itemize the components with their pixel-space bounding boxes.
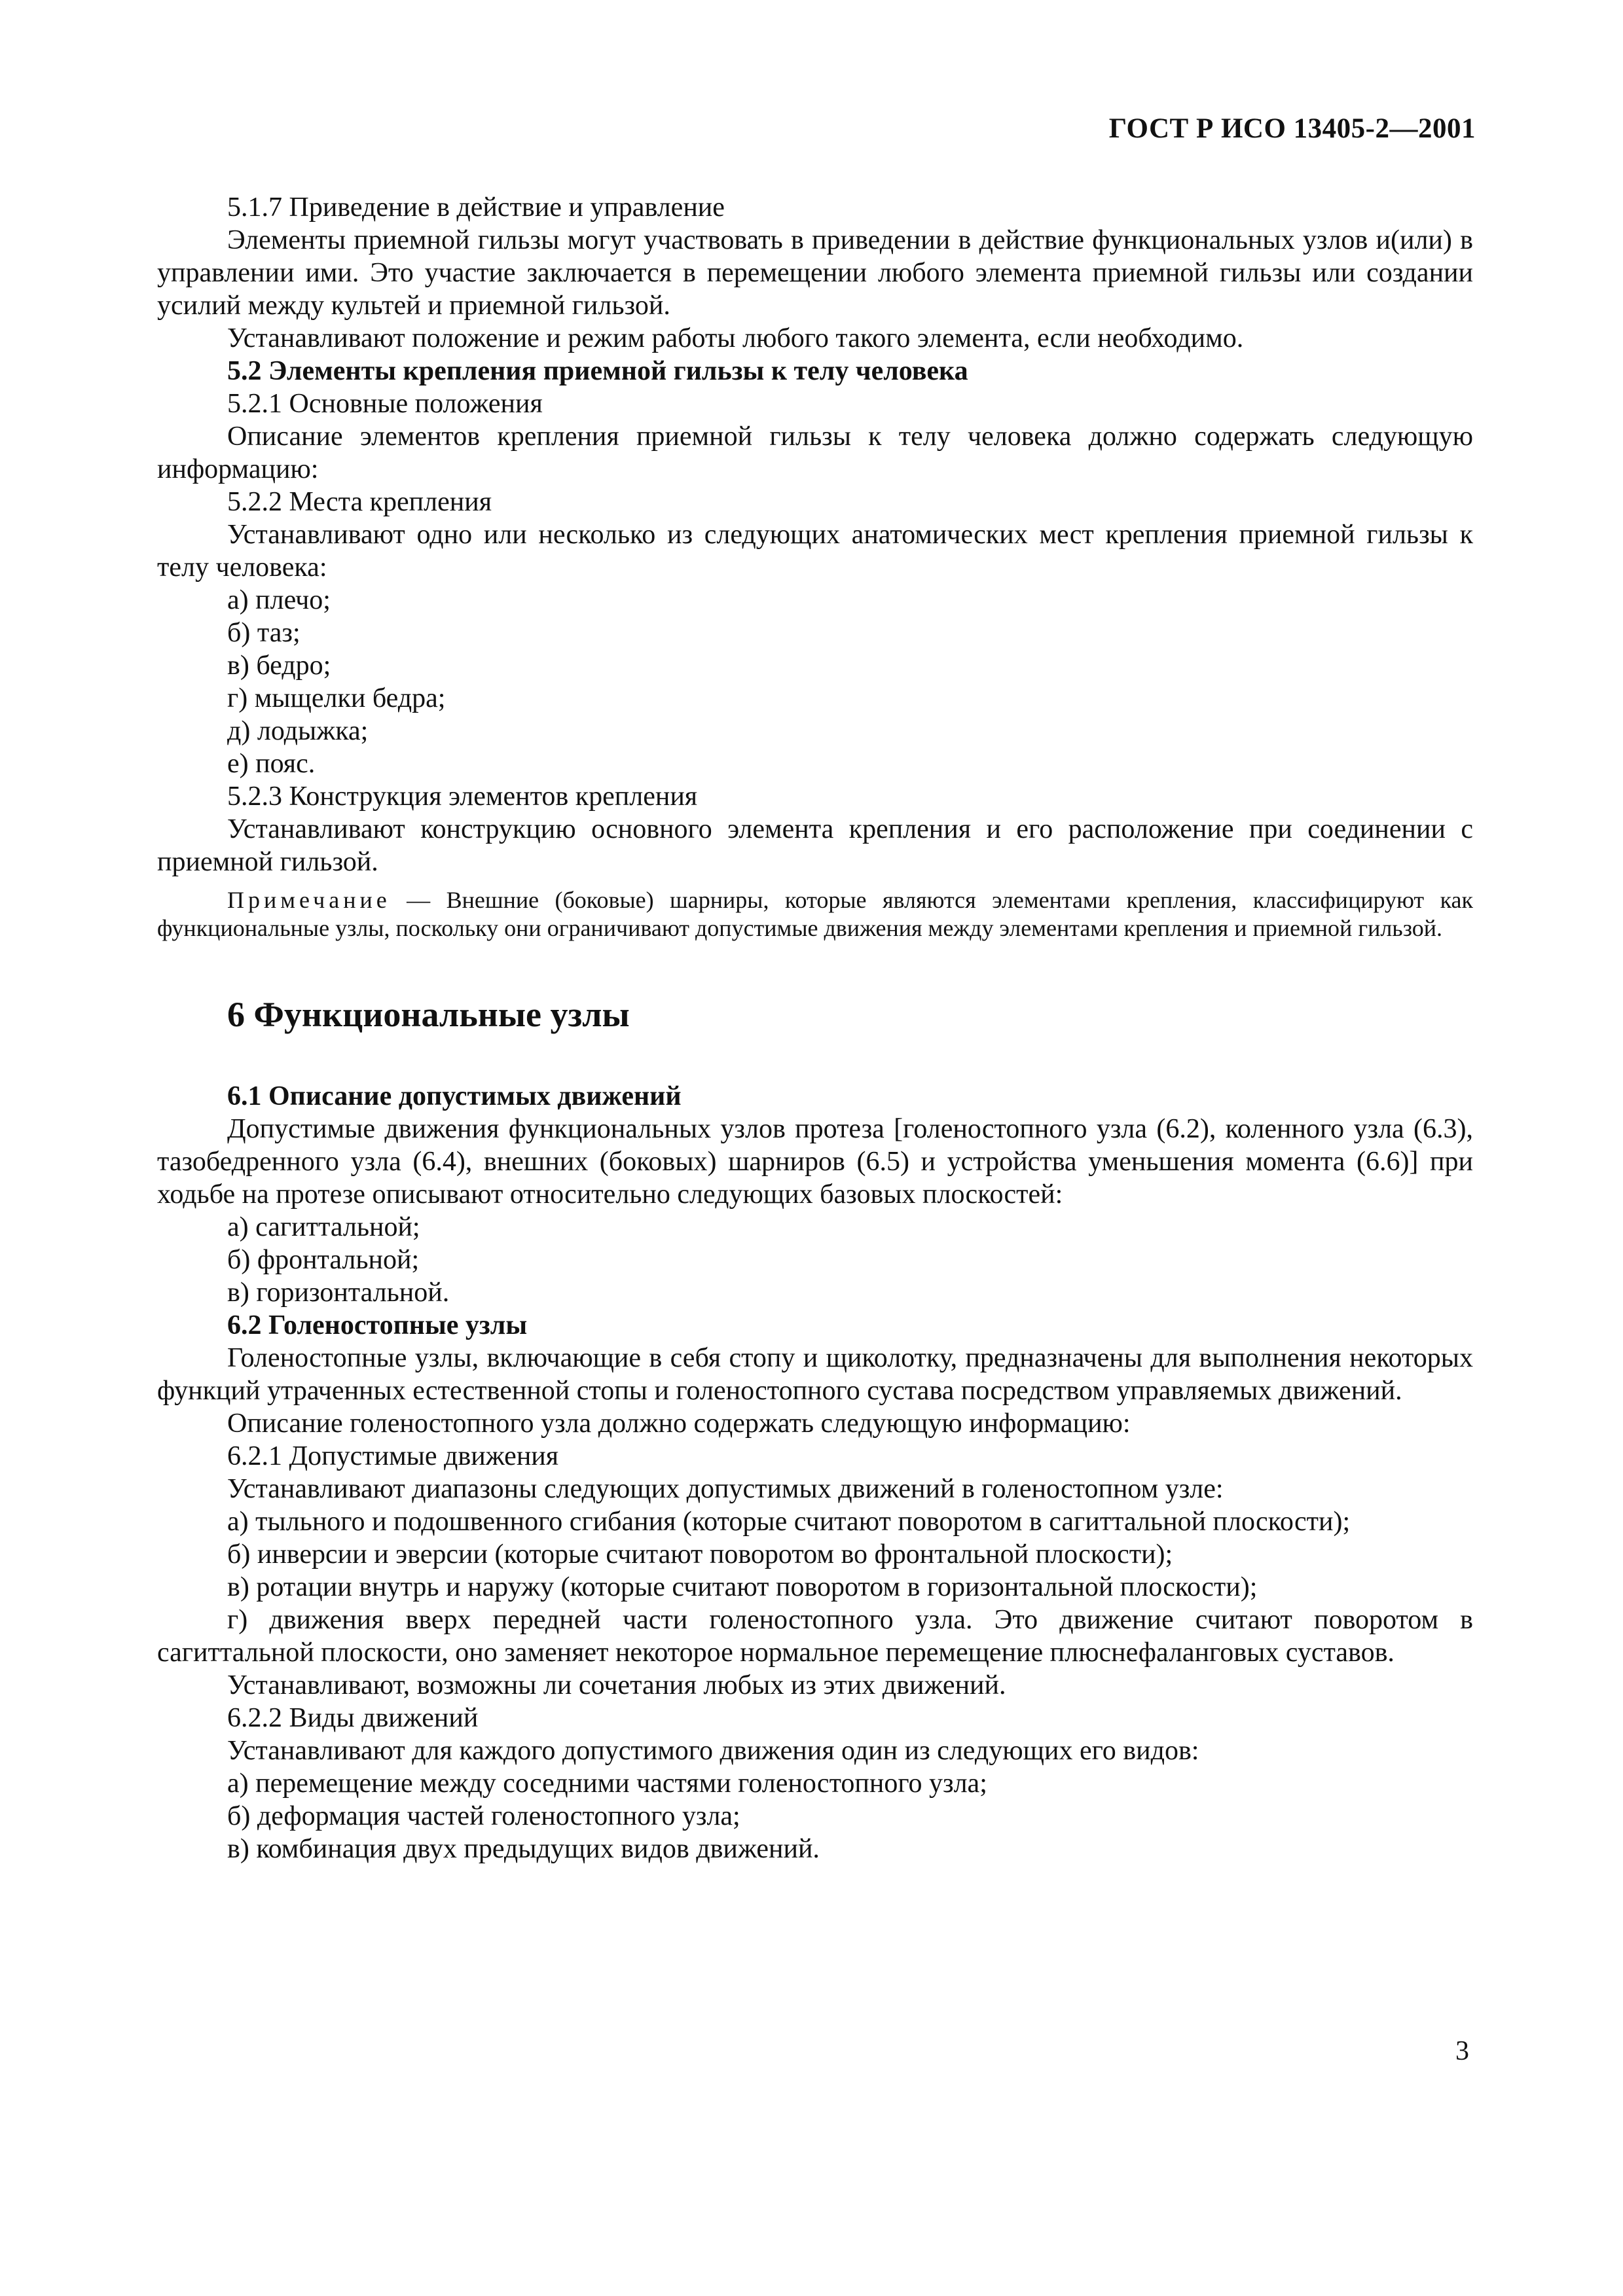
list-item: б) деформация частей голеностопного узла; [227, 1801, 740, 1831]
section-5-2-1-title: 5.2.1 Основные положения [227, 389, 543, 419]
page-number: 3 [1455, 2036, 1469, 2066]
section-5-2-heading: 5.2 Элементы крепления приемной гильзы к телу человека [227, 356, 968, 386]
section-5-2-2-title: 5.2.2 Места крепления [227, 487, 492, 517]
section-6-2-2-title: 6.2.2 Виды движений [227, 1703, 479, 1733]
list-item: а) тыльного и подошвенного сгибания (которые считают поворотом в сагиттальной плоскости); [227, 1507, 1351, 1537]
note-label: Примечание [227, 887, 391, 913]
list-item: в) ротации внутрь и наружу (которые считают поворотом в горизонтальной плоскости); [227, 1572, 1258, 1602]
page-content [157, 191, 1473, 1865]
note [157, 886, 1473, 942]
paragraph: Устанавливают одно или несколько из следующих анатомических мест крепления приемной гильзы к телу человека: [157, 520, 1473, 583]
list-item: б) таз; [227, 618, 301, 648]
paragraph: Допустимые движения функциональных узлов протеза [голеностопного узла (6.2), коленного узла (6.3), тазобедренного узла (6.4), внешних (боковых) шарниров (6.5) и устройства уменьшения момента (6.6)] при ходьбе на протезе описывают относительно следующих базовых плоскостей: [157, 1114, 1473, 1210]
paragraph: Устанавливают, возможны ли сочетания любых из этих движений. [227, 1670, 1006, 1700]
list-item: г) движения вверх передней части голеностопного узла. Это движение считают поворотом в сагиттальной плоскости, оно заменяет некоторое нормальное перемещение плюснефаланговых суставов. [157, 1605, 1473, 1668]
document-code-header: ГОСТ Р ИСО 13405-2—2001 [1108, 113, 1476, 144]
list-item: б) фронтальной; [227, 1245, 420, 1275]
paragraph: Устанавливают положение и режим работы любого такого элемента, если необходимо. [227, 323, 1244, 353]
section-6-heading: 6 Функциональные узлы [227, 995, 630, 1034]
paragraph: Описание голеностопного узла должно содержать следующую информацию: [227, 1408, 1131, 1439]
paragraph: Устанавливают диапазоны следующих допустимых движений в голеностопном узле: [227, 1474, 1224, 1504]
paragraph: Элементы приемной гильзы могут участвовать в приведении в действие функциональных узлов и(или) в управлении ими. Это участие заключается в перемещении любого элемента приемной гильзы или создании усилий между культей и приемной гильзой. [157, 225, 1473, 321]
list-item: а) плечо; [227, 585, 331, 615]
section-5-2-3-title: 5.2.3 Конструкция элементов крепления [227, 781, 698, 812]
section-6-1-heading: 6.1 Описание допустимых движений [227, 1081, 682, 1111]
list-item: в) комбинация двух предыдущих видов движений. [227, 1834, 820, 1864]
list-item: г) мыщелки бедра; [227, 683, 446, 713]
list-item: а) перемещение между соседними частями голеностопного узла; [227, 1768, 987, 1799]
section-6-2-1-title: 6.2.1 Допустимые движения [227, 1441, 559, 1471]
list-item: в) бедро; [227, 651, 331, 681]
paragraph: Устанавливают конструкцию основного элемента крепления и его расположение при соединении с приемной гильзой. [157, 814, 1473, 877]
paragraph: Голеностопные узлы, включающие в себя стопу и щиколотку, предназначены для выполнения некоторых функций утраченных естественной стопы и голеностопного сустава посредством управляемых движений. [157, 1343, 1473, 1406]
paragraph: Устанавливают для каждого допустимого движения один из следующих его видов: [227, 1736, 1199, 1766]
list-item: а) сагиттальной; [227, 1212, 420, 1242]
section-6-2-heading: 6.2 Голеностопные узлы [227, 1310, 528, 1340]
paragraph: Описание элементов крепления приемной гильзы к телу человека должно содержать следующую информацию: [157, 422, 1473, 484]
list-item: б) инверсии и эверсии (которые считают поворотом во фронтальной плоскости); [227, 1539, 1173, 1570]
section-5-1-7-title: 5.1.7 Приведение в действие и управление [227, 192, 725, 223]
note-text: — Внешние (боковые) шарниры, которые являются элементами крепления, классифицируют как функциональные узлы, поскольку они ограничивают допустимые движения между элементами крепления и приемной гильзой. [157, 887, 1473, 941]
list-item: е) пояс. [227, 749, 316, 779]
list-item: в) горизонтальной. [227, 1278, 450, 1308]
list-item: д) лодыжка; [227, 716, 369, 746]
